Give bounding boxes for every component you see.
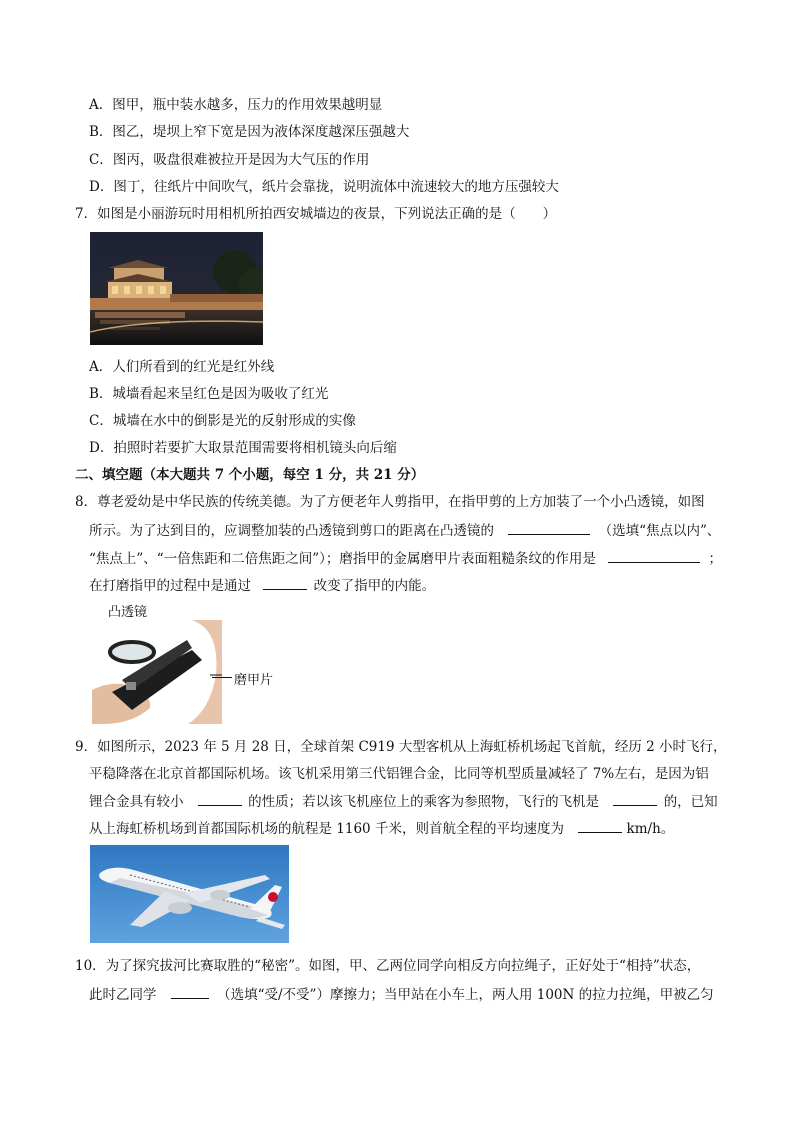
q10-text: 此时乙同学: [89, 987, 157, 1003]
q6-option-d: D．图丁，往纸片中间吹气，纸片会靠拢，说明流体中流速较大的地方压强较大: [89, 179, 559, 195]
convex-lens-label: 凸透镜: [108, 605, 148, 620]
q6-option-a: A．图甲，瓶中装水越多，压力的作用效果越明显: [89, 97, 383, 113]
q9-text: 的性质；若以该飞机座位上的乘客为参照物，飞行的飞机是: [248, 794, 600, 810]
q8-text: 在打磨指甲的过程中是通过: [89, 578, 251, 594]
nail-clipper-figure: [92, 620, 222, 725]
q8-text: ；: [708, 551, 722, 567]
c919-airplane-photo: [90, 845, 289, 943]
q8-blank-2[interactable]: [608, 548, 700, 563]
q9-text: km/h。: [626, 821, 675, 837]
q10-line-2: [89, 984, 714, 1005]
q7-option-c: C．城墙在水中的倒影是光的反射形成的实像: [89, 413, 356, 429]
q8-text: （选填“焦点以内”、: [598, 523, 721, 539]
nail-file-pointer: [212, 677, 232, 678]
q8-text: 所示。为了达到目的，应调整加装的凸透镜到剪口的距离在凸透镜的: [89, 523, 494, 539]
q7-option-a: A．人们所看到的红光是红外线: [89, 359, 275, 375]
q7-stem: 7．如图是小丽游玩时用相机所拍西安城墙边的夜景，下列说法正确的是（ ）: [75, 206, 557, 222]
q10-text: （选填“受/不受”）摩擦力；当甲站在小车上，两人用 100N 的拉力拉绳，甲被乙匀: [217, 987, 714, 1003]
q9-text: 锂合金具有较小: [89, 794, 184, 810]
q6-option-b: B．图乙，堤坝上窄下宽是因为液体深度越深压强越大: [89, 124, 410, 140]
q8-text: 改变了指甲的内能。: [313, 578, 436, 594]
q8-line-2: [89, 520, 720, 541]
q7-option-d: D．拍照时若要扩大取景范围需要将相机镜头向后缩: [89, 440, 397, 456]
q6-option-c: C．图丙，吸盘很难被拉开是因为大气压的作用: [89, 152, 370, 168]
q8-text: “焦点上”、“一倍焦距和二倍焦距之间”）；磨指甲的金属磨甲片表面粗糙条纹的作用是: [89, 551, 596, 567]
q8-blank-3[interactable]: [263, 575, 307, 590]
section-heading: 二、填空题（本大题共 7 个小题，每空 1 分，共 21 分）: [75, 467, 425, 483]
q8-line-1: 8．尊老爱幼是中华民族的传统美德。为了方便老年人剪指甲，在指甲剪的上方加装了一个小凸透镜，如图: [75, 494, 705, 510]
q9-line-1: 9．如图所示，2023 年 5 月 28 日，全球首架 C919 大型客机从上海虹桥机场起飞首航，经历 2 小时飞行，: [75, 739, 727, 755]
q9-blank-2[interactable]: [613, 791, 657, 806]
q7-option-b: B．城墙看起来呈红色是因为吸收了红光: [89, 386, 329, 402]
q9-line-2: 平稳降落在北京首都国际机场。该飞机采用第三代铝锂合金，比同等机型质量减轻了 7%左右，是因为铝: [89, 766, 709, 782]
q8-blank-1[interactable]: [508, 520, 590, 535]
q10-line-1: 10．为了探究拔河比赛取胜的“秘密”。如图，甲、乙两位同学向相反方向拉绳子，正好处于“相持”状态，: [75, 958, 701, 974]
q9-blank-1[interactable]: [198, 791, 242, 806]
q10-blank-1[interactable]: [171, 984, 209, 999]
q9-blank-3[interactable]: [578, 818, 622, 833]
q9-text: 从上海虹桥机场到首都国际机场的航程是 1160 千米，则首航全程的平均速度为: [89, 821, 564, 837]
q9-text: 的，已知: [663, 794, 718, 810]
q8-line-3: [89, 548, 722, 569]
xian-city-wall-night-photo: [90, 232, 263, 345]
q8-line-4: [89, 575, 435, 596]
q9-line-3: [89, 791, 718, 812]
q9-line-4: [89, 818, 674, 839]
nail-file-label: 磨甲片: [234, 673, 274, 688]
